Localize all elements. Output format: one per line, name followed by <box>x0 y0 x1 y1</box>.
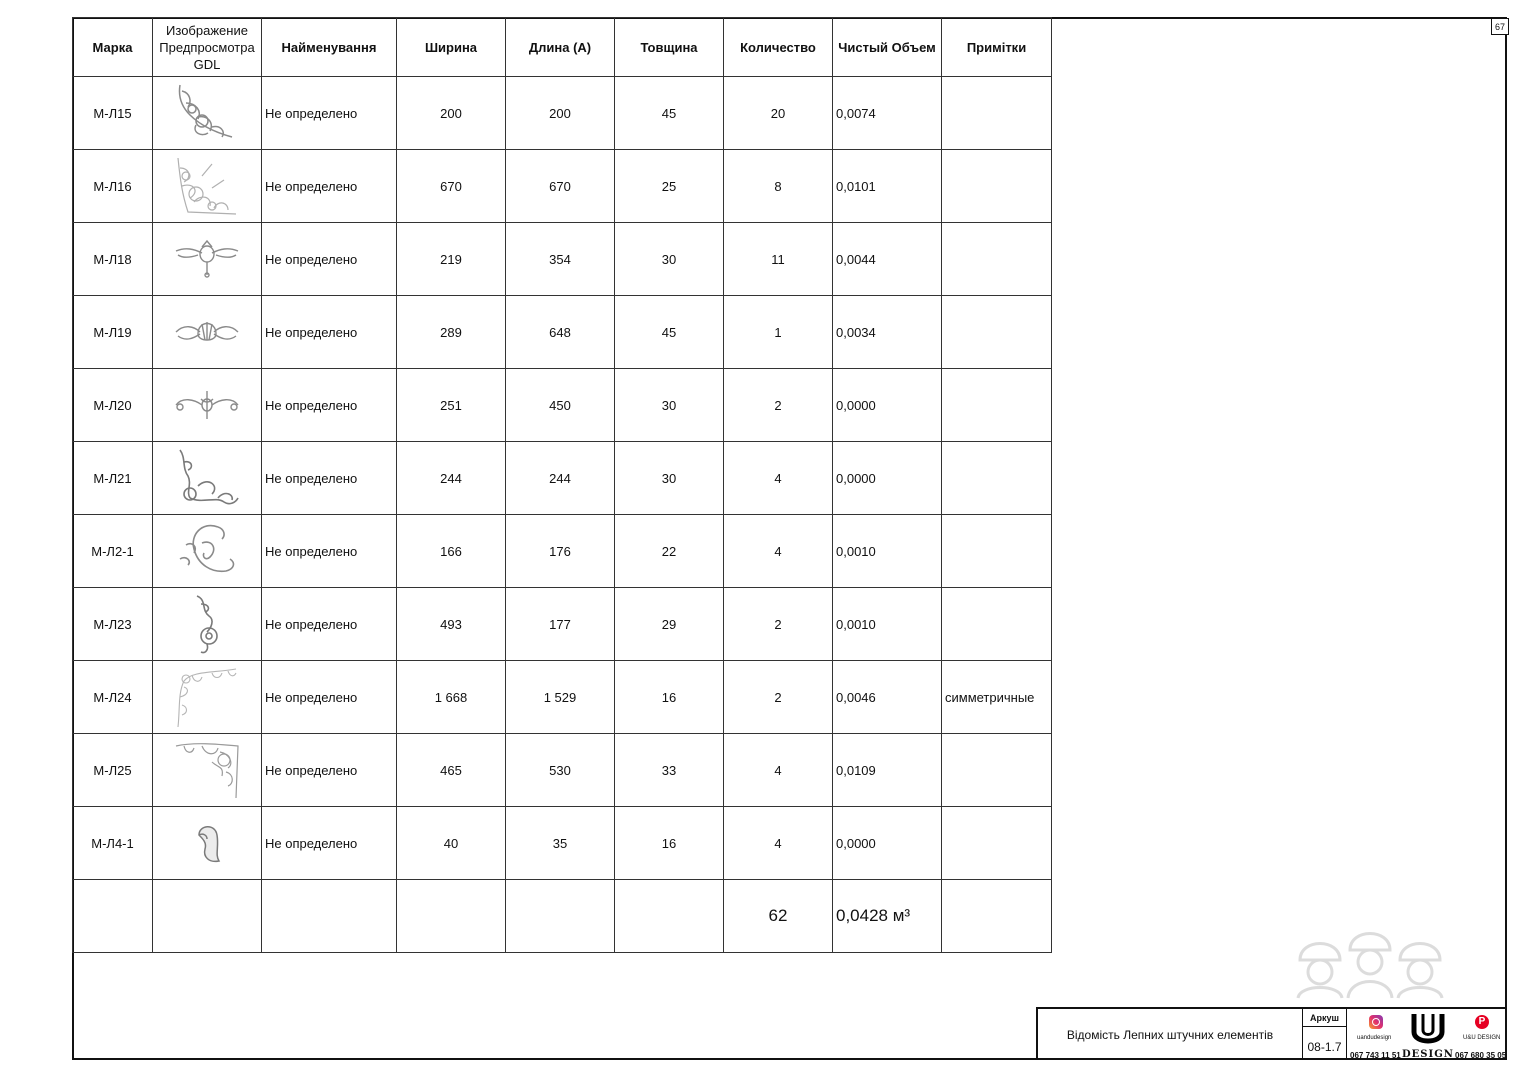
cell-notes <box>942 807 1052 880</box>
cell-notes <box>942 369 1052 442</box>
cell-name: Не определено <box>262 296 397 369</box>
cell-name: Не определено <box>262 661 397 734</box>
table-row <box>73 734 1052 807</box>
cell-preview <box>153 369 262 442</box>
cell-notes <box>942 296 1052 369</box>
cell-notes <box>942 442 1052 515</box>
pinterest-icon: P <box>1475 1015 1489 1029</box>
cell-preview <box>153 588 262 661</box>
table-row <box>73 369 1052 442</box>
cell-notes: симметричные <box>942 661 1052 734</box>
cell-quantity: 2 <box>724 588 833 661</box>
header-net-volume: Чистый Объем <box>833 18 942 77</box>
corner-ornament-icon <box>172 81 242 145</box>
cell-quantity: 2 <box>724 369 833 442</box>
header-quantity: Количество <box>724 18 833 77</box>
c-scroll-ornament-icon <box>172 519 242 583</box>
totals-row <box>73 880 1052 953</box>
table-row <box>73 807 1052 880</box>
cell-quantity: 2 <box>724 661 833 734</box>
curl-ornament-icon <box>187 821 227 865</box>
cell-volume: 0,0109 <box>833 734 942 807</box>
corner-vine-ornament-icon <box>172 665 242 729</box>
header-notes: Примітки <box>942 18 1052 77</box>
phone-right: 067 680 35 05 <box>1455 1051 1507 1060</box>
cell-preview <box>153 77 262 150</box>
cell-volume: 0,0046 <box>833 661 942 734</box>
cell-length: 354 <box>506 223 615 296</box>
cell-length: 530 <box>506 734 615 807</box>
title-block <box>1036 1007 1507 1060</box>
cell-thickness: 30 <box>615 442 724 515</box>
corner-leaf-ornament-icon <box>172 738 242 802</box>
cell-thickness: 45 <box>615 77 724 150</box>
instagram-icon <box>1369 1015 1383 1029</box>
cell-preview <box>153 515 262 588</box>
cell-quantity: 8 <box>724 150 833 223</box>
header-name: Найменування <box>262 18 397 77</box>
table-row <box>73 661 1052 734</box>
cell-width: 219 <box>397 223 506 296</box>
cell-mark: М-Л18 <box>73 223 153 296</box>
corner-scroll-ornament-icon <box>172 446 242 510</box>
header-preview <box>153 18 262 77</box>
page-number: 67 <box>1491 18 1509 35</box>
cell-empty <box>73 880 153 953</box>
cell-quantity: 4 <box>724 734 833 807</box>
vertical-rose-ornament-icon <box>187 592 227 656</box>
scroll-ornament-icon <box>172 385 242 425</box>
cell-name: Не определено <box>262 734 397 807</box>
cell-length: 450 <box>506 369 615 442</box>
cell-empty <box>942 880 1052 953</box>
cell-width: 40 <box>397 807 506 880</box>
cell-thickness: 16 <box>615 661 724 734</box>
cell-thickness: 45 <box>615 296 724 369</box>
cell-volume: 0,0000 <box>833 807 942 880</box>
cell-length: 648 <box>506 296 615 369</box>
cell-empty <box>397 880 506 953</box>
cell-preview <box>153 661 262 734</box>
cell-mark: М-Л21 <box>73 442 153 515</box>
cell-volume: 0,0010 <box>833 588 942 661</box>
cell-volume: 0,0101 <box>833 150 942 223</box>
cell-preview <box>153 296 262 369</box>
table-row <box>73 442 1052 515</box>
cell-width: 465 <box>397 734 506 807</box>
pinterest-handle: U&U DESIGN <box>1463 1035 1501 1041</box>
cell-name: Не определено <box>262 515 397 588</box>
sheet-code: 08-1.7 <box>1303 1027 1347 1060</box>
header-length: Длина (А) <box>506 18 615 77</box>
cell-empty <box>615 880 724 953</box>
brand-block <box>1347 1009 1507 1060</box>
cell-thickness: 16 <box>615 807 724 880</box>
sheet-label: Аркуш <box>1303 1009 1347 1027</box>
cell-preview <box>153 150 262 223</box>
cell-preview <box>153 807 262 880</box>
cell-quantity: 4 <box>724 807 833 880</box>
cell-notes <box>942 77 1052 150</box>
cell-volume: 0,0044 <box>833 223 942 296</box>
cell-length: 177 <box>506 588 615 661</box>
cell-empty <box>153 880 262 953</box>
cell-mark: М-Л19 <box>73 296 153 369</box>
header-preview-line-2: Предпросмотра <box>159 39 255 55</box>
header-thickness: Товщина <box>615 18 724 77</box>
cell-thickness: 33 <box>615 734 724 807</box>
cell-volume: 0,0010 <box>833 515 942 588</box>
cell-length: 200 <box>506 77 615 150</box>
cell-mark: М-Л4-1 <box>73 807 153 880</box>
cell-notes <box>942 223 1052 296</box>
cell-mark: М-Л25 <box>73 734 153 807</box>
cell-volume: 0,0000 <box>833 442 942 515</box>
shell-ornament-icon <box>172 314 242 350</box>
table-row <box>73 77 1052 150</box>
ornament-schedule-table <box>72 17 1052 953</box>
cell-width: 670 <box>397 150 506 223</box>
cell-mark: М-Л20 <box>73 369 153 442</box>
cell-preview <box>153 223 262 296</box>
cell-mark: М-Л15 <box>73 77 153 150</box>
cell-length: 670 <box>506 150 615 223</box>
center-pendant-ornament-icon <box>172 237 242 281</box>
cell-preview <box>153 442 262 515</box>
cell-notes <box>942 734 1052 807</box>
cell-empty <box>506 880 615 953</box>
cell-thickness: 22 <box>615 515 724 588</box>
cell-thickness: 30 <box>615 369 724 442</box>
cell-name: Не определено <box>262 150 397 223</box>
cell-mark: М-Л24 <box>73 661 153 734</box>
header-width: Ширина <box>397 18 506 77</box>
cell-width: 200 <box>397 77 506 150</box>
cell-preview <box>153 734 262 807</box>
cell-thickness: 30 <box>615 223 724 296</box>
cell-volume: 0,0000 <box>833 369 942 442</box>
cell-name: Не определено <box>262 588 397 661</box>
cell-quantity: 4 <box>724 515 833 588</box>
cell-width: 244 <box>397 442 506 515</box>
cell-width: 493 <box>397 588 506 661</box>
corner-floral-ornament-icon <box>172 154 242 218</box>
instagram-handle: uandudesign <box>1357 1035 1392 1041</box>
cell-name: Не определено <box>262 77 397 150</box>
logo-wordmark: DESIGN <box>1402 1049 1454 1060</box>
table-row <box>73 296 1052 369</box>
cell-volume: 0,0034 <box>833 296 942 369</box>
cell-volume: 0,0074 <box>833 77 942 150</box>
cell-mark: М-Л16 <box>73 150 153 223</box>
cell-width: 289 <box>397 296 506 369</box>
table-row <box>73 515 1052 588</box>
phone-left: 067 743 11 51 <box>1350 1051 1401 1060</box>
total-quantity: 62 <box>724 880 833 953</box>
cell-quantity: 11 <box>724 223 833 296</box>
builders-watermark-icon <box>1290 920 1450 1000</box>
cell-notes <box>942 588 1052 661</box>
table-row <box>73 223 1052 296</box>
sheet-title: Відомість Лепних штучних елементів <box>1038 1009 1303 1060</box>
table-row <box>73 150 1052 223</box>
header-mark: Марка <box>73 18 153 77</box>
cell-quantity: 1 <box>724 296 833 369</box>
cell-notes <box>942 515 1052 588</box>
cell-name: Не определено <box>262 223 397 296</box>
cell-width: 166 <box>397 515 506 588</box>
cell-length: 35 <box>506 807 615 880</box>
cell-thickness: 25 <box>615 150 724 223</box>
cell-name: Не определено <box>262 807 397 880</box>
table-row <box>73 588 1052 661</box>
total-volume: 0,0428 м³ <box>833 880 942 953</box>
cell-quantity: 20 <box>724 77 833 150</box>
cell-name: Не определено <box>262 442 397 515</box>
cell-length: 244 <box>506 442 615 515</box>
cell-mark: М-Л2-1 <box>73 515 153 588</box>
header-row <box>73 18 1052 77</box>
header-preview-line-1: Изображение <box>166 22 248 38</box>
cell-length: 1 529 <box>506 661 615 734</box>
cell-thickness: 29 <box>615 588 724 661</box>
cell-empty <box>262 880 397 953</box>
cell-width: 251 <box>397 369 506 442</box>
cell-name: Не определено <box>262 369 397 442</box>
cell-notes <box>942 150 1052 223</box>
cell-mark: М-Л23 <box>73 588 153 661</box>
cell-length: 176 <box>506 515 615 588</box>
logo-icon <box>1411 1012 1445 1048</box>
cell-quantity: 4 <box>724 442 833 515</box>
cell-width: 1 668 <box>397 661 506 734</box>
header-preview-line-3: GDL <box>193 56 221 72</box>
